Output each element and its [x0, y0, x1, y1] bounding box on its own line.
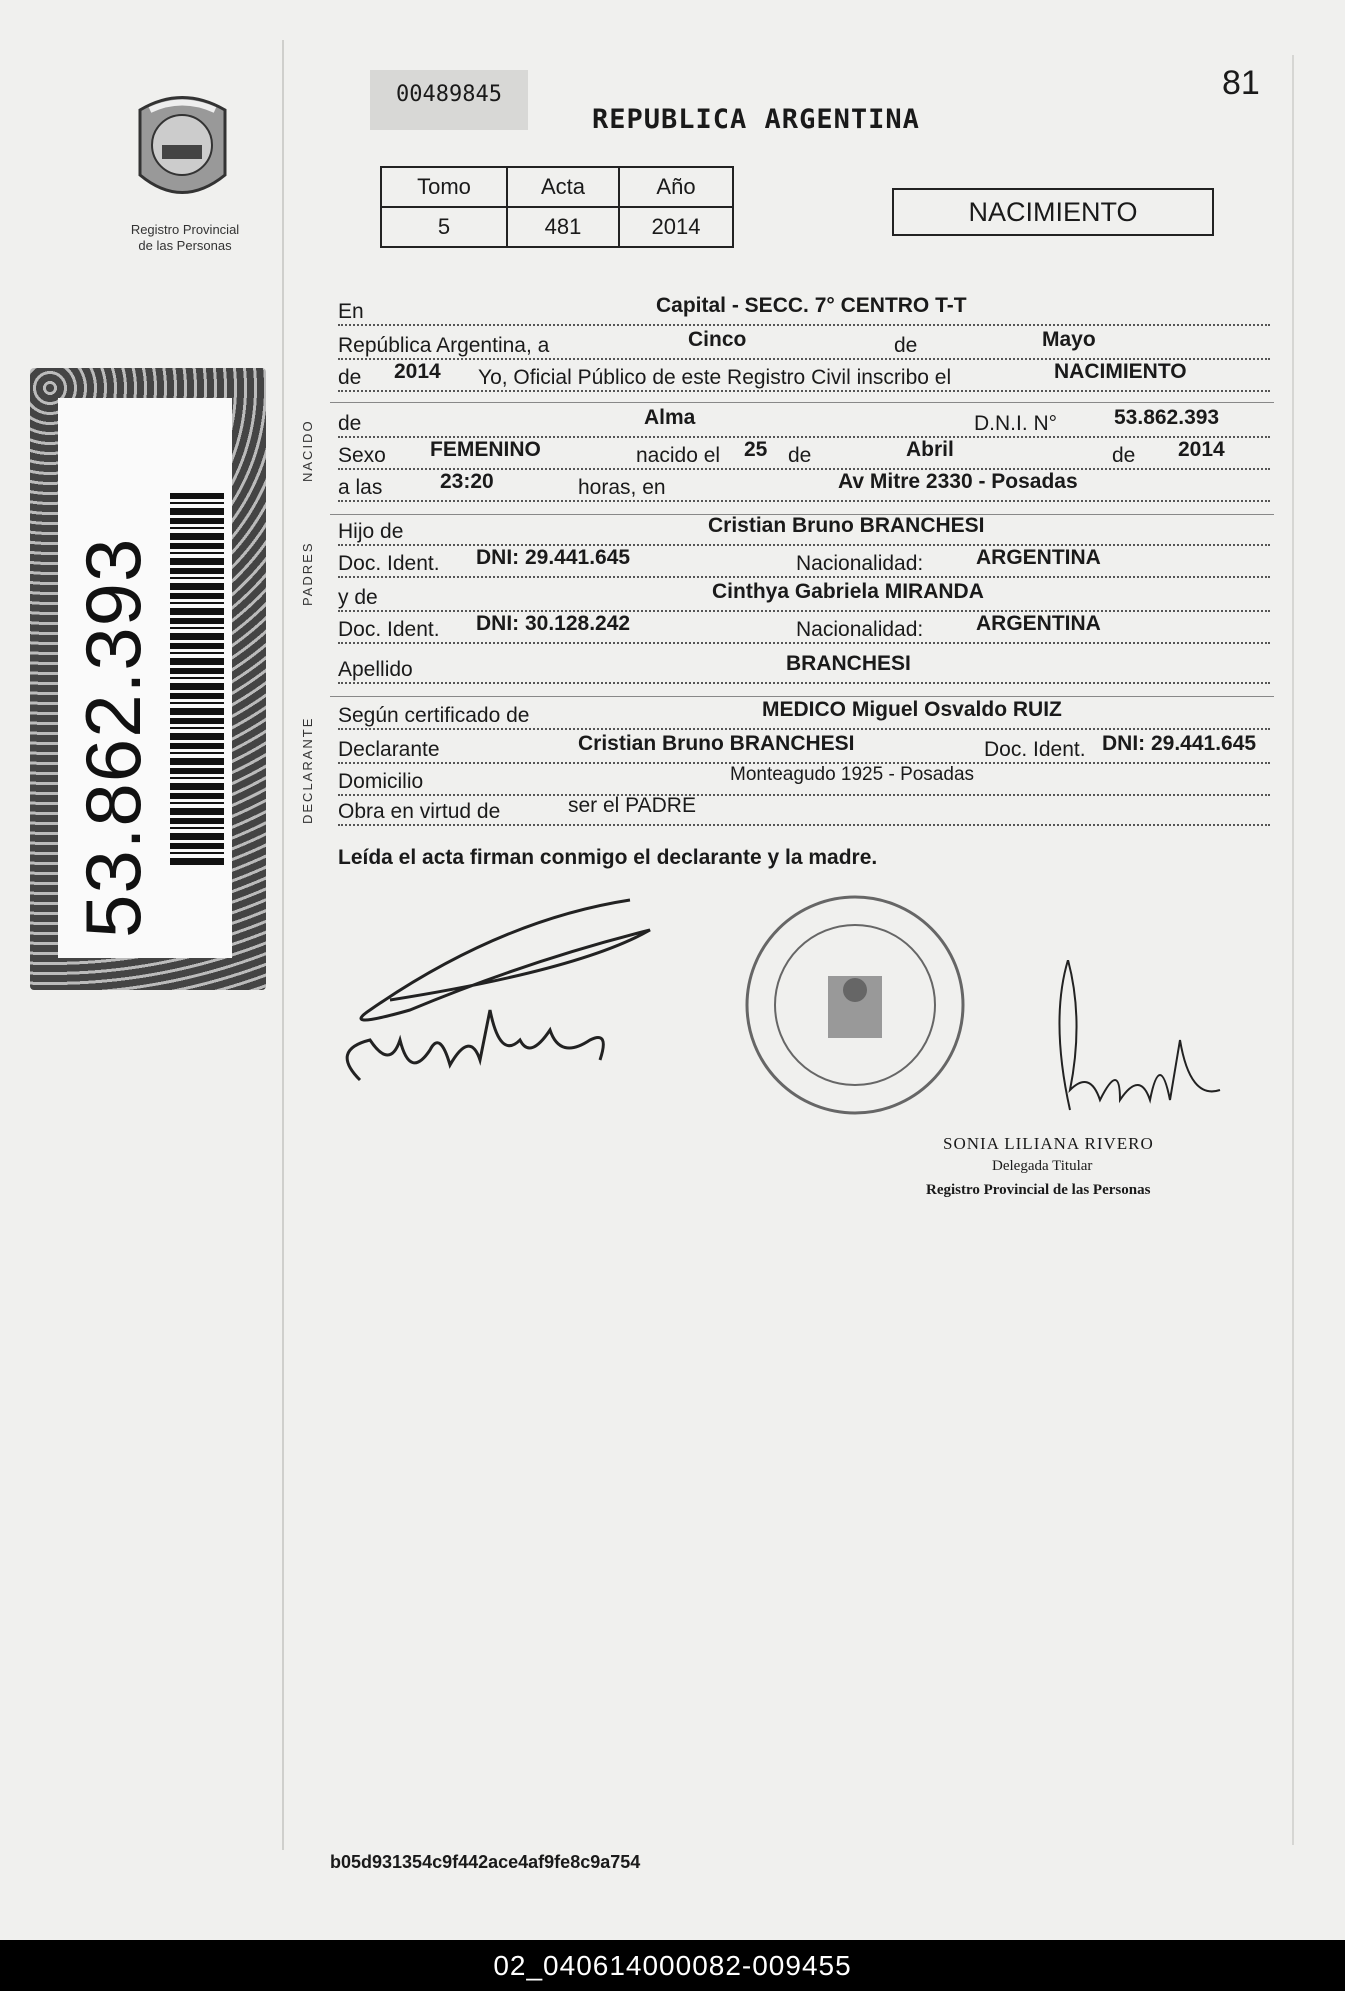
registry-caption-line1: Registro Provincial — [130, 222, 240, 237]
footer-id-bar: 02_040614000082-009455 — [0, 1940, 1345, 1991]
horas-label: horas, en — [578, 476, 666, 499]
lugar-value: Av Mitre 2330 - Posadas — [838, 470, 1078, 493]
table-header-cell: Acta — [507, 167, 619, 207]
obra-value: ser el PADRE — [568, 794, 696, 817]
declarante-label: Declarante — [338, 738, 440, 761]
segun-label: Según certificado de — [338, 704, 530, 727]
row-madre-doc — [338, 612, 1270, 648]
right-edge-line — [1292, 55, 1294, 1845]
side-label-nacido: NACIDO — [300, 419, 315, 482]
apellido-label: Apellido — [338, 658, 413, 681]
de-label-5: de — [1112, 444, 1136, 467]
republica-label: República Argentina, a — [338, 334, 550, 357]
table-cell: 481 — [507, 207, 619, 247]
doc-label: Doc. Ident. — [338, 552, 440, 575]
dni-value: 53.862.393 — [1114, 406, 1220, 429]
row-apellido — [338, 652, 1270, 688]
row-domicilio — [338, 764, 1270, 800]
record-type-box: NACIMIENTO — [892, 188, 1214, 236]
sexo-label: Sexo — [338, 444, 386, 467]
side-label-padres: PADRES — [300, 541, 315, 606]
doc-label-2: Doc. Ident. — [338, 618, 440, 641]
domicilio-label: Domicilio — [338, 770, 424, 793]
madre-value: Cinthya Gabriela MIRANDA — [712, 580, 984, 603]
en-label: En — [338, 300, 364, 323]
row-en — [338, 294, 1270, 330]
nac-mes: Abril — [906, 438, 954, 461]
declarante-doc-label: Doc. Ident. — [984, 738, 1086, 761]
row-certificado — [338, 698, 1270, 734]
inscribo-value: NACIMIENTO — [1054, 360, 1187, 383]
registry-caption — [95, 222, 275, 254]
nacionalidad-label-2: Nacionalidad: — [796, 618, 924, 641]
official-seal-stamp — [740, 890, 970, 1120]
table-cell: 2014 — [619, 207, 733, 247]
hora-value: 23:20 — [440, 470, 494, 493]
tomo-acta-table — [380, 166, 734, 248]
declarante-value: Cristian Bruno BRANCHESI — [578, 732, 855, 755]
row-hora — [338, 470, 1270, 506]
margin-divider — [282, 40, 284, 1850]
dni-label: D.N.I. N° — [974, 412, 1058, 435]
apellido-value: BRANCHESI — [786, 652, 911, 675]
de-label-3: de — [338, 412, 362, 435]
table-header-cell: Tomo — [381, 167, 507, 207]
padre-doc: DNI: 29.441.645 — [476, 546, 631, 569]
domicilio-value: Monteagudo 1925 - Posadas — [730, 764, 975, 785]
sexo-value: FEMENINO — [430, 438, 541, 461]
certificado-value: MEDICO Miguel Osvaldo RUIZ — [762, 698, 1062, 721]
row-padre-doc — [338, 546, 1270, 582]
nac-dia: 25 — [744, 438, 768, 461]
barcode-icon — [170, 493, 224, 868]
document-hash: b05d931354c9f442ace4af9fe8c9a754 — [330, 1852, 641, 1872]
de-label-2: de — [338, 366, 362, 389]
nacionalidad-label: Nacionalidad: — [796, 552, 924, 575]
mes-value: Mayo — [1042, 328, 1096, 351]
hijo-label: Hijo de — [338, 520, 404, 543]
madre-nac: ARGENTINA — [976, 612, 1101, 635]
official-role: Delegada Titular — [992, 1158, 1093, 1174]
closing-statement: Leída el acta firman conmigo el declarante y la madre. — [338, 846, 878, 869]
nacido-label: nacido el — [636, 444, 721, 467]
table-header-cell: Año — [619, 167, 733, 207]
table-row — [381, 207, 733, 247]
de-label-4: de — [788, 444, 812, 467]
madre-doc: DNI: 30.128.242 — [476, 612, 631, 635]
nombre-value: Alma — [644, 406, 696, 429]
declarant-signature — [330, 890, 680, 1120]
side-label-declarante: DECLARANTE — [300, 716, 315, 824]
province-seal-logo — [120, 90, 245, 210]
en-value: Capital - SECC. 7° CENTRO T-T — [656, 294, 967, 317]
page-number: 81 — [1222, 64, 1260, 102]
barcode-dni-text: 53.862.393 — [69, 537, 157, 938]
row-yo — [338, 360, 1270, 396]
alas-label: a las — [338, 476, 383, 499]
registry-caption-line2: de las Personas — [138, 238, 232, 253]
table-cell: 5 — [381, 207, 507, 247]
padre-nac: ARGENTINA — [976, 546, 1101, 569]
country-title: REPUBLICA ARGENTINA — [592, 104, 920, 135]
declarante-doc: DNI: 29.441.645 — [1102, 732, 1257, 755]
official-signature — [1040, 960, 1240, 1120]
barcode-label — [30, 368, 266, 990]
official-name: SONIA LILIANA RIVERO — [943, 1134, 1154, 1153]
yo-text: Yo, Oficial Público de este Registro Civil inscribo el — [478, 366, 952, 389]
anio-value: 2014 — [394, 360, 441, 383]
yde-label: y de — [338, 586, 378, 609]
row-obra — [338, 794, 1270, 830]
nac-anio: 2014 — [1178, 438, 1225, 461]
table-header-row — [381, 167, 733, 207]
section-divider — [330, 402, 1274, 403]
obra-label: Obra en virtud de — [338, 800, 501, 823]
section-divider — [330, 696, 1274, 697]
barcode-label-inner — [58, 398, 232, 958]
serial-number: 00489845 — [370, 70, 528, 130]
dia-value: Cinco — [688, 328, 747, 351]
de-label: de — [894, 334, 918, 357]
official-office: Registro Provincial de las Personas — [926, 1182, 1151, 1198]
padre-value: Cristian Bruno BRANCHESI — [708, 514, 985, 537]
